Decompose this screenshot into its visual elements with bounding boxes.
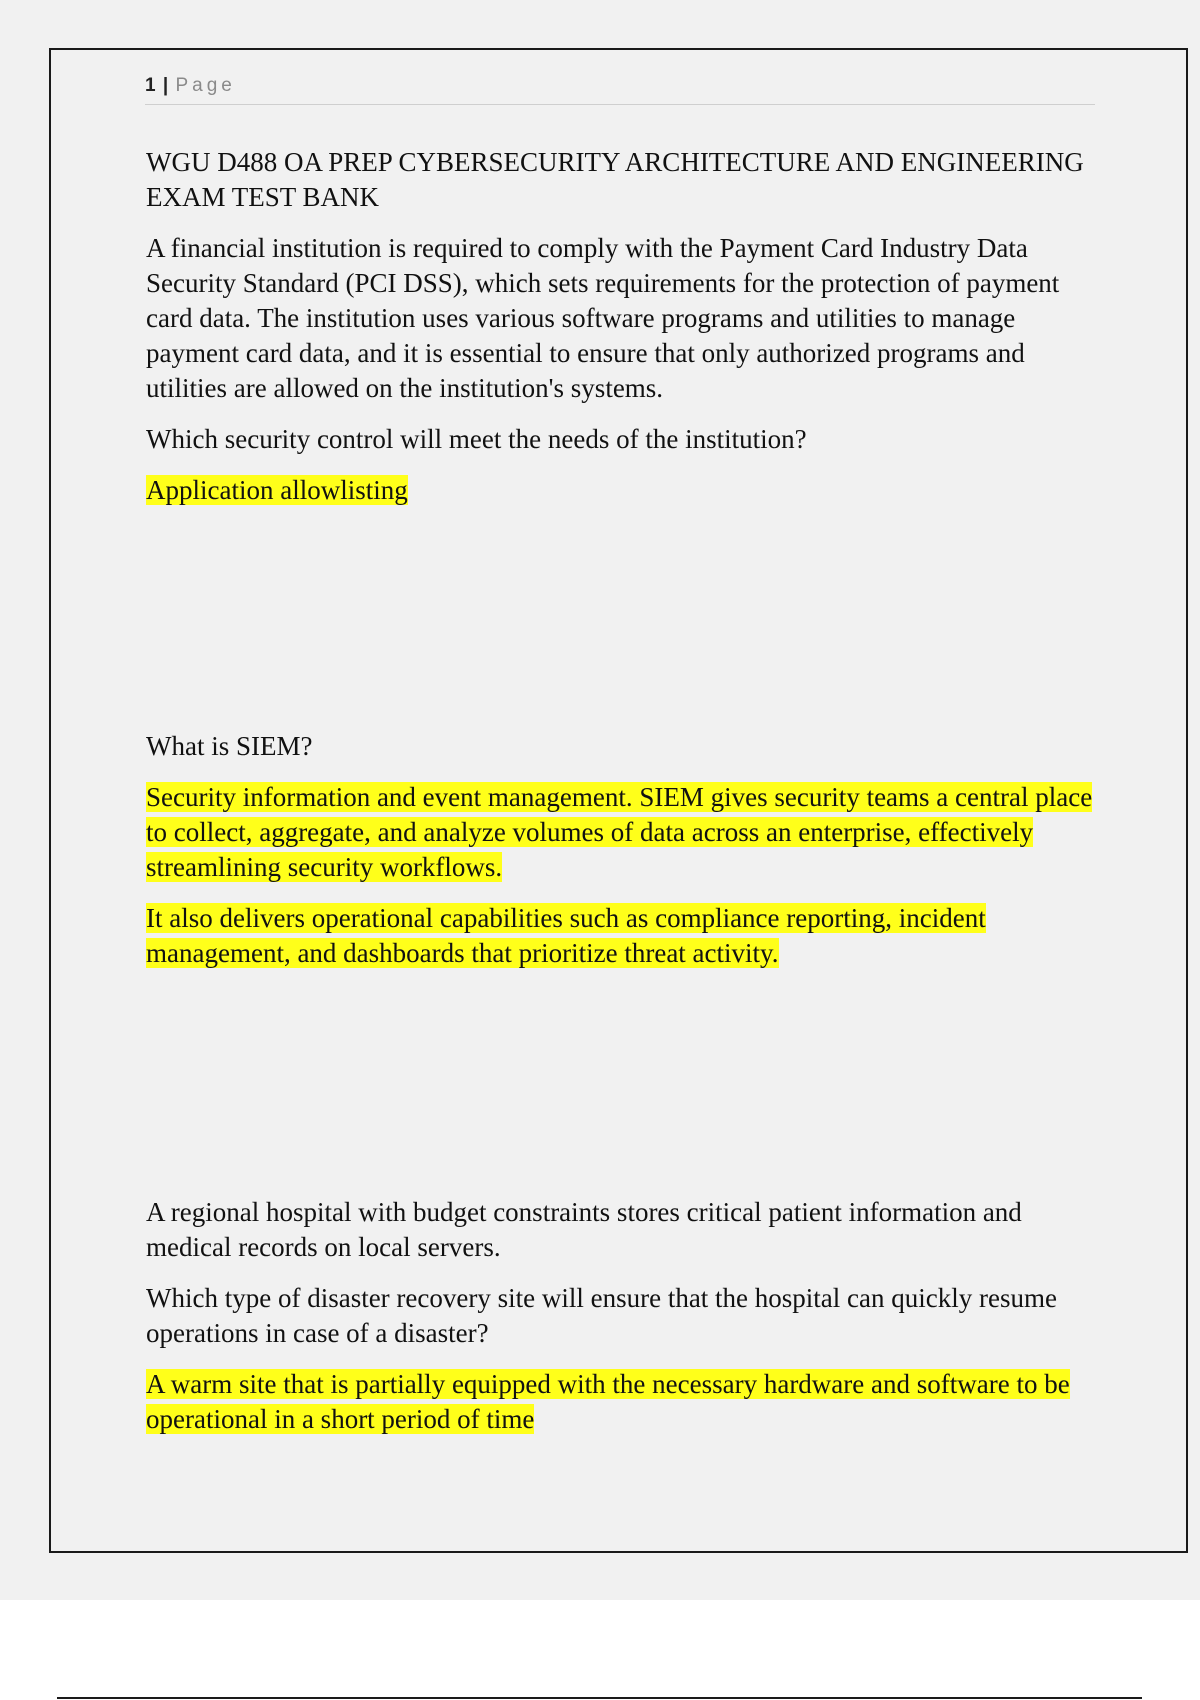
question-2-answer-part-1: [146, 780, 1096, 885]
answer-highlight: Application allowlisting: [146, 475, 408, 505]
page-header: [145, 72, 1095, 105]
bottom-divider: [57, 1697, 1142, 1699]
page-separator: |: [162, 75, 169, 96]
question-1-prompt: Which security control will meet the needs of the institution?: [146, 424, 807, 454]
answer-highlight: Security information and event management. SIEM gives security teams a central place to collect, aggregate, and analyze volumes of data across an enterprise, effectively streamlining security workflows.: [146, 782, 1093, 882]
document-body: [146, 145, 1096, 1453]
question-2-answer-part-2: [146, 901, 1096, 971]
spacer: [146, 987, 1096, 1195]
question-3-answer: [146, 1367, 1096, 1437]
answer-highlight: A warm site that is partially equipped with the necessary hardware and software to be operational in a short period of time: [146, 1369, 1070, 1434]
question-3-scenario: A regional hospital with budget constraints stores critical patient information and medical records on local servers.: [146, 1197, 1022, 1262]
question-2-prompt: What is SIEM?: [146, 731, 313, 761]
question-1-scenario: A financial institution is required to comply with the Payment Card Industry Data Security Standard (PCI DSS), which sets requirements for the protection of payment card data. The institution uses various software programs and utilities to manage payment card data, and it is essential to ensure that only authorized programs and utilities are allowed on the institution's systems.: [146, 233, 1060, 403]
question-1-answer: [146, 473, 1096, 508]
page-label: Page: [175, 75, 236, 96]
answer-highlight: It also delivers operational capabilities such as compliance reporting, incident management, and dashboards that prioritize threat activity.: [146, 903, 986, 968]
document-title: WGU D488 OA PREP CYBERSECURITY ARCHITECTURE AND ENGINEERING EXAM TEST BANK: [146, 147, 1084, 212]
page-number: 1: [145, 75, 156, 96]
question-3-prompt: Which type of disaster recovery site will ensure that the hospital can quickly resume operations in case of a disaster?: [146, 1283, 1057, 1348]
spacer: [146, 524, 1096, 729]
